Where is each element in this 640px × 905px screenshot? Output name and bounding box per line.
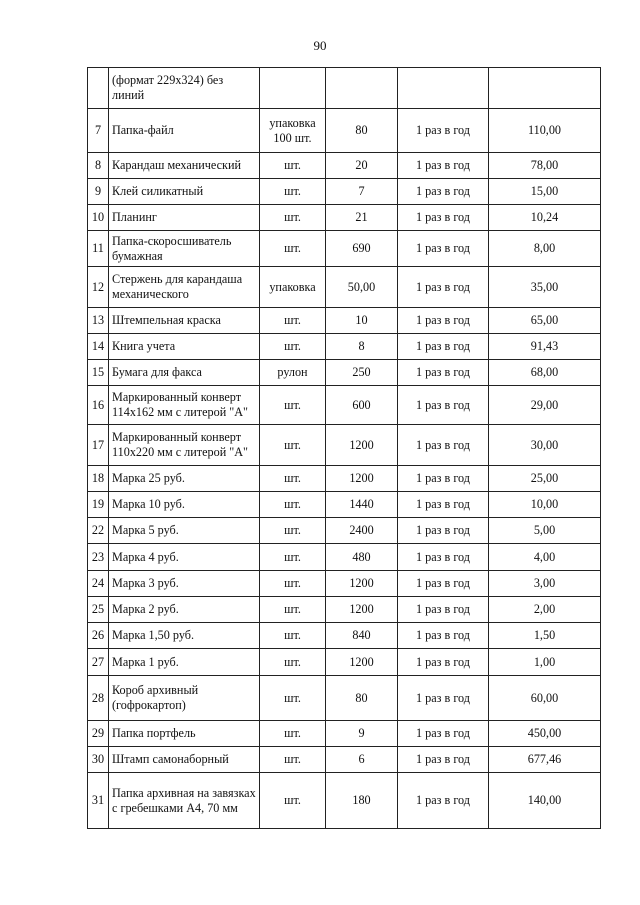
item-name-cell: Марка 3 руб. (109, 571, 260, 597)
frequency-cell: 1 раз в год (398, 676, 489, 721)
frequency-cell: 1 раз в год (398, 571, 489, 597)
quantity-cell: 180 (326, 773, 398, 829)
table-row (88, 205, 601, 231)
frequency-cell: 1 раз в год (398, 466, 489, 492)
unit-of-measure-cell: шт. (260, 205, 326, 231)
table-row (88, 571, 601, 597)
item-name-cell: Штемпельная краска (109, 308, 260, 334)
unit-of-measure-cell: шт. (260, 747, 326, 773)
quantity-cell: 690 (326, 231, 398, 267)
table-row (88, 386, 601, 425)
quantity-cell: 21 (326, 205, 398, 231)
row-number-cell: 15 (88, 360, 109, 386)
quantity-cell: 1200 (326, 571, 398, 597)
row-number-cell: 19 (88, 492, 109, 518)
row-number-cell: 18 (88, 466, 109, 492)
unit-price-cell: 3,00 (489, 571, 601, 597)
frequency-cell: 1 раз в год (398, 747, 489, 773)
table-row (88, 231, 601, 267)
item-name-cell: Маркированный конверт 110х220 мм с литерой "А" (109, 425, 260, 466)
row-number-cell: 7 (88, 109, 109, 153)
unit-price-cell: 2,00 (489, 597, 601, 623)
row-number-cell: 23 (88, 544, 109, 571)
quantity-cell: 600 (326, 386, 398, 425)
row-number-cell: 10 (88, 205, 109, 231)
frequency-cell: 1 раз в год (398, 109, 489, 153)
unit-of-measure-cell: шт. (260, 386, 326, 425)
item-name-cell: Стержень для карандаша механического (109, 267, 260, 308)
item-name-cell: Марка 2 руб. (109, 597, 260, 623)
unit-price-cell: 15,00 (489, 179, 601, 205)
item-name-cell: Короб архивный (гофрокартоп) (109, 676, 260, 721)
frequency-cell: 1 раз в год (398, 205, 489, 231)
unit-price-cell: 450,00 (489, 721, 601, 747)
row-number-cell: 13 (88, 308, 109, 334)
row-number-cell: 14 (88, 334, 109, 360)
item-name-cell: Марка 4 руб. (109, 544, 260, 571)
quantity-cell: 8 (326, 334, 398, 360)
frequency-cell: 1 раз в год (398, 623, 489, 649)
unit-of-measure-cell: шт. (260, 597, 326, 623)
item-name-cell: Клей силикатный (109, 179, 260, 205)
unit-price-cell: 1,50 (489, 623, 601, 649)
row-number-cell: 30 (88, 747, 109, 773)
item-name-cell: Марка 1,50 руб. (109, 623, 260, 649)
unit-of-measure-cell: шт. (260, 544, 326, 571)
unit-price-cell: 65,00 (489, 308, 601, 334)
unit-of-measure-cell: шт. (260, 676, 326, 721)
item-name-cell: Планинг (109, 205, 260, 231)
unit-of-measure-cell: упаковка (260, 267, 326, 308)
unit-of-measure-cell: шт. (260, 773, 326, 829)
unit-of-measure-cell: шт. (260, 334, 326, 360)
row-number-cell: 12 (88, 267, 109, 308)
unit-price-cell: 5,00 (489, 518, 601, 544)
quantity-cell: 20 (326, 153, 398, 179)
frequency-cell: 1 раз в год (398, 492, 489, 518)
table-row (88, 334, 601, 360)
quantity-cell: 1200 (326, 466, 398, 492)
item-name-cell: Папка-скоросшиватель бумажная (109, 231, 260, 267)
unit-of-measure-cell: шт. (260, 649, 326, 676)
frequency-cell: 1 раз в год (398, 425, 489, 466)
item-name-cell: Книга учета (109, 334, 260, 360)
unit-of-measure-cell (260, 68, 326, 109)
quantity-cell: 840 (326, 623, 398, 649)
quantity-cell: 1440 (326, 492, 398, 518)
table-row (88, 544, 601, 571)
frequency-cell: 1 раз в год (398, 360, 489, 386)
supply-table-body (88, 68, 601, 829)
supply-table (87, 67, 601, 829)
row-number-cell (88, 68, 109, 109)
table-row (88, 649, 601, 676)
unit-price-cell: 677,46 (489, 747, 601, 773)
table-row (88, 179, 601, 205)
quantity-cell: 250 (326, 360, 398, 386)
frequency-cell: 1 раз в год (398, 721, 489, 747)
item-name-cell: Папка-файл (109, 109, 260, 153)
row-number-cell: 24 (88, 571, 109, 597)
table-row (88, 68, 601, 109)
row-number-cell: 22 (88, 518, 109, 544)
item-name-cell: Марка 25 руб. (109, 466, 260, 492)
row-number-cell: 11 (88, 231, 109, 267)
frequency-cell (398, 68, 489, 109)
frequency-cell: 1 раз в год (398, 153, 489, 179)
frequency-cell: 1 раз в год (398, 267, 489, 308)
unit-price-cell: 10,24 (489, 205, 601, 231)
frequency-cell: 1 раз в год (398, 773, 489, 829)
item-name-cell: Карандаш механический (109, 153, 260, 179)
unit-price-cell: 8,00 (489, 231, 601, 267)
unit-price-cell: 60,00 (489, 676, 601, 721)
frequency-cell: 1 раз в год (398, 179, 489, 205)
row-number-cell: 16 (88, 386, 109, 425)
unit-of-measure-cell: шт. (260, 466, 326, 492)
quantity-cell: 1200 (326, 597, 398, 623)
quantity-cell (326, 68, 398, 109)
row-number-cell: 9 (88, 179, 109, 205)
frequency-cell: 1 раз в год (398, 334, 489, 360)
item-name-cell: Папка архивная на завязках с гребешками А4, 70 мм (109, 773, 260, 829)
row-number-cell: 17 (88, 425, 109, 466)
unit-of-measure-cell: рулон (260, 360, 326, 386)
unit-of-measure-cell: шт. (260, 492, 326, 518)
table-row (88, 360, 601, 386)
quantity-cell: 1200 (326, 425, 398, 466)
quantity-cell: 10 (326, 308, 398, 334)
unit-price-cell: 4,00 (489, 544, 601, 571)
table-row (88, 466, 601, 492)
table-row (88, 676, 601, 721)
quantity-cell: 80 (326, 109, 398, 153)
table-row (88, 597, 601, 623)
table-row (88, 425, 601, 466)
quantity-cell: 80 (326, 676, 398, 721)
item-name-cell: Марка 10 руб. (109, 492, 260, 518)
quantity-cell: 9 (326, 721, 398, 747)
quantity-cell: 2400 (326, 518, 398, 544)
table-row (88, 623, 601, 649)
unit-price-cell: 110,00 (489, 109, 601, 153)
unit-of-measure-cell: шт. (260, 623, 326, 649)
row-number-cell: 8 (88, 153, 109, 179)
unit-price-cell: 35,00 (489, 267, 601, 308)
unit-price-cell: 1,00 (489, 649, 601, 676)
row-number-cell: 27 (88, 649, 109, 676)
quantity-cell: 1200 (326, 649, 398, 676)
item-name-cell: Марка 1 руб. (109, 649, 260, 676)
unit-of-measure-cell: шт. (260, 153, 326, 179)
row-number-cell: 28 (88, 676, 109, 721)
page-number: 90 (313, 38, 327, 53)
unit-price-cell: 91,43 (489, 334, 601, 360)
table-row (88, 109, 601, 153)
frequency-cell: 1 раз в год (398, 544, 489, 571)
item-name-cell: Штамп самонаборный (109, 747, 260, 773)
row-number-cell: 31 (88, 773, 109, 829)
item-name-cell: Папка портфель (109, 721, 260, 747)
unit-of-measure-cell: шт. (260, 571, 326, 597)
item-name-cell: Бумага для факса (109, 360, 260, 386)
quantity-cell: 50,00 (326, 267, 398, 308)
quantity-cell: 480 (326, 544, 398, 571)
frequency-cell: 1 раз в год (398, 649, 489, 676)
quantity-cell: 7 (326, 179, 398, 205)
frequency-cell: 1 раз в год (398, 231, 489, 267)
table-row (88, 721, 601, 747)
quantity-cell: 6 (326, 747, 398, 773)
unit-of-measure-cell: шт. (260, 308, 326, 334)
frequency-cell: 1 раз в год (398, 386, 489, 425)
table-row (88, 773, 601, 829)
unit-price-cell (489, 68, 601, 109)
unit-of-measure-cell: шт. (260, 231, 326, 267)
table-row (88, 267, 601, 308)
unit-price-cell: 140,00 (489, 773, 601, 829)
table-row (88, 492, 601, 518)
row-number-cell: 29 (88, 721, 109, 747)
unit-of-measure-cell: шт. (260, 179, 326, 205)
unit-price-cell: 30,00 (489, 425, 601, 466)
table-row (88, 747, 601, 773)
unit-price-cell: 29,00 (489, 386, 601, 425)
row-number-cell: 25 (88, 597, 109, 623)
unit-of-measure-cell: шт. (260, 721, 326, 747)
unit-price-cell: 10,00 (489, 492, 601, 518)
item-name-cell: Маркированный конверт 114х162 мм с литерой "А" (109, 386, 260, 425)
item-name-cell: Марка 5 руб. (109, 518, 260, 544)
row-number-cell: 26 (88, 623, 109, 649)
unit-price-cell: 68,00 (489, 360, 601, 386)
unit-of-measure-cell: шт. (260, 518, 326, 544)
unit-price-cell: 25,00 (489, 466, 601, 492)
unit-of-measure-cell: шт. (260, 425, 326, 466)
table-row (88, 518, 601, 544)
table-row (88, 308, 601, 334)
item-name-cell: (формат 229х324) без линий (109, 68, 260, 109)
frequency-cell: 1 раз в год (398, 518, 489, 544)
frequency-cell: 1 раз в год (398, 308, 489, 334)
table-row (88, 153, 601, 179)
unit-price-cell: 78,00 (489, 153, 601, 179)
unit-of-measure-cell: упаковка 100 шт. (260, 109, 326, 153)
frequency-cell: 1 раз в год (398, 597, 489, 623)
